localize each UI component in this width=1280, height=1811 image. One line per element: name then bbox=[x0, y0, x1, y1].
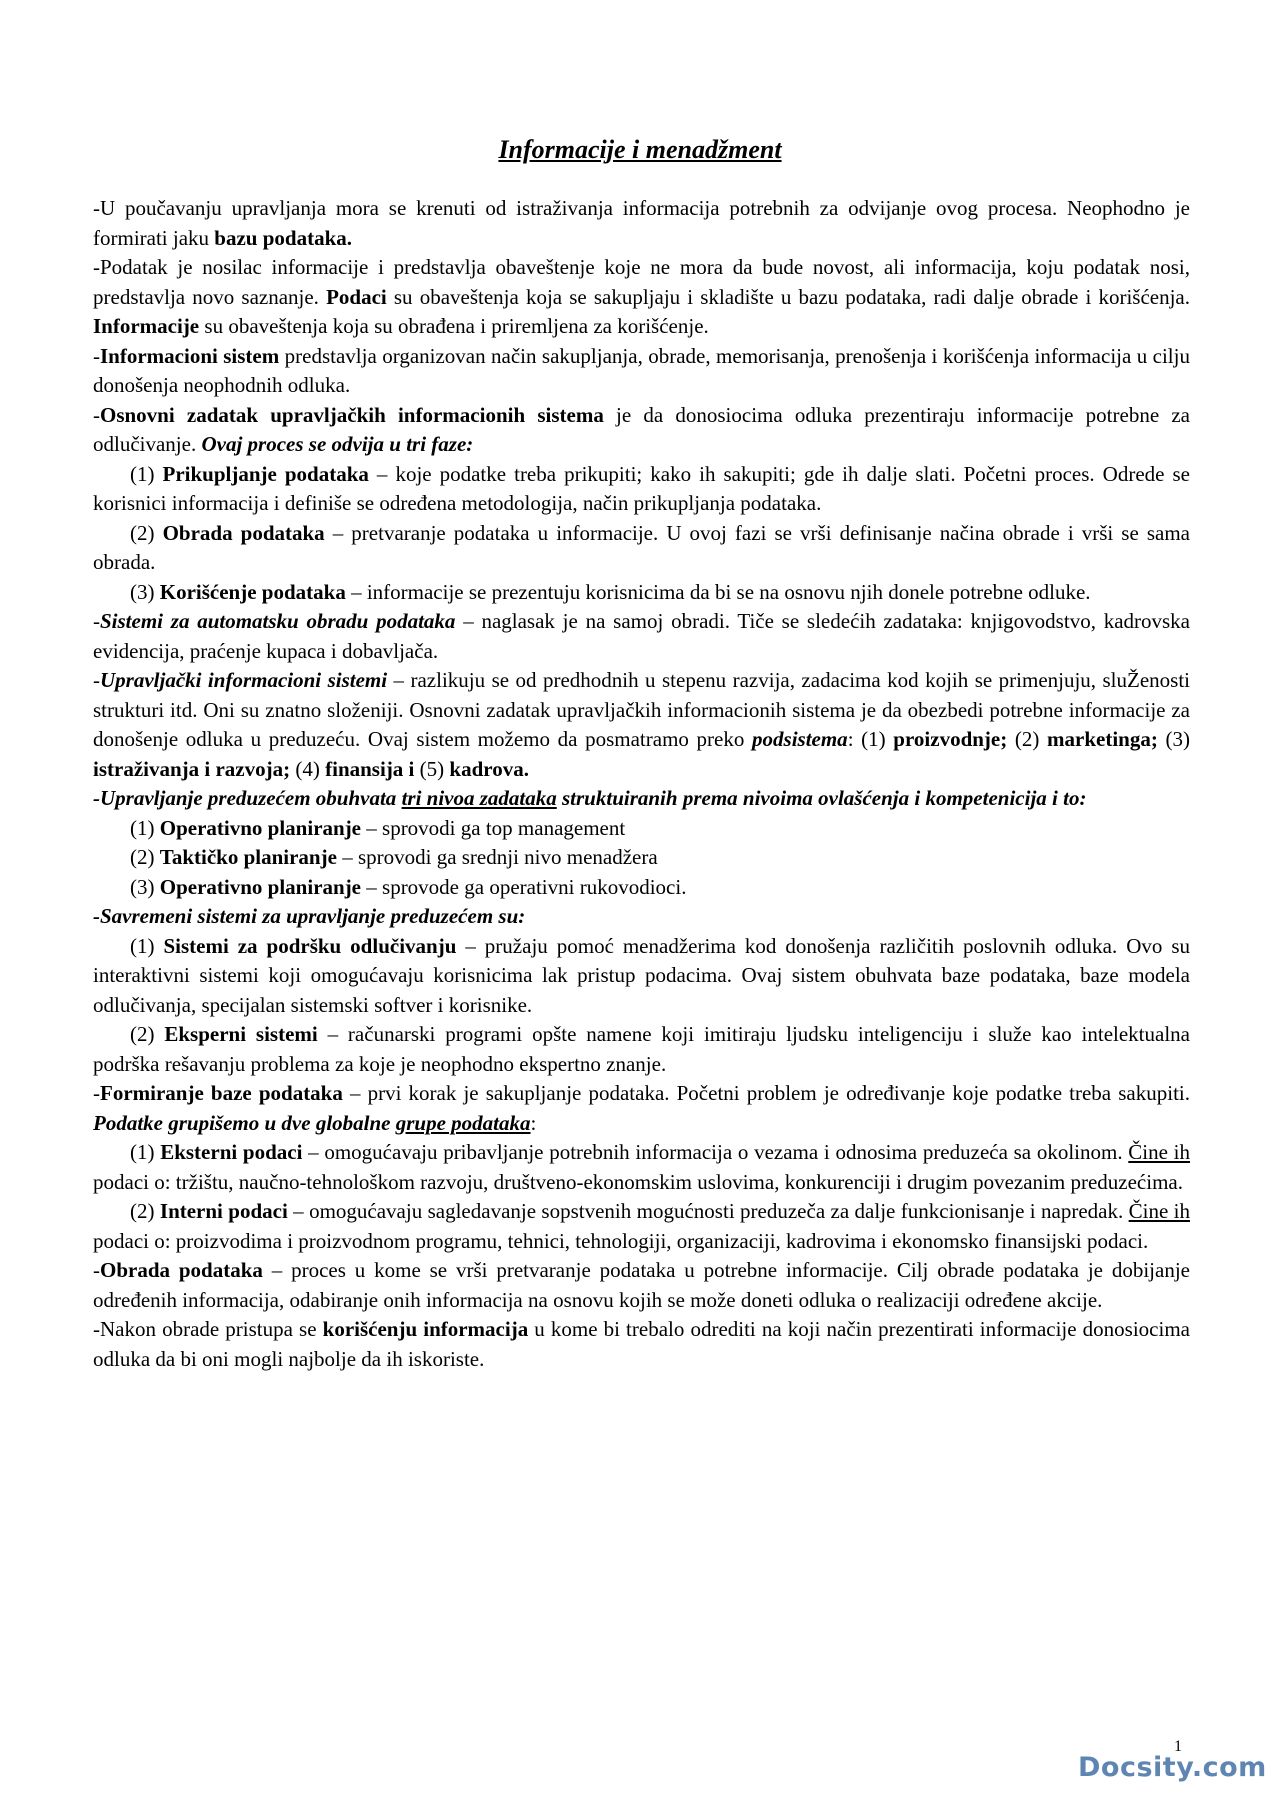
phase-item-1: (1) Prikupljanje podataka – koje podatke treba prikupiti; kako ih sakupiti; gde ih dalje slati. Početni proces. Odrede se korisnici informacija i definiše se određena metodologija, način prikupljanja podataka. bbox=[93, 461, 1190, 515]
phase-item-3: (3) Korišćenje podataka – informacije se prezentuju korisnicima da bi se na osnovu njih donele potrebne odluke. bbox=[130, 579, 1091, 604]
modern-system-item-1: (1) Sistemi za podršku odlučivanju – pružaju pomoć menadžerima kod donošenja različitih poslovnih odluka. Ovo su interaktivni sistemi koji omogućavaju korisnicima lak pristup podacima. Ovaj sistem obuhvata baze podataka, baze modela odlučivanja, specijalan sistemski softver i korisnike. bbox=[93, 933, 1190, 1017]
document-title: Informacije i menadžment bbox=[498, 135, 782, 164]
data-group-item-2: (2) Interni podaci – omogućavaju sagledavanje sopstvenih mogućnosti preduzeča za dalje funkcionisanje i napredak. Čine ih podaci o: proizvodima i proizvodnom programu, tehnici, tehnologiji, organizaciji, kadrovima i ekonomsko finansijski podaci. bbox=[93, 1199, 1190, 1253]
level-item-3: (3) Operativno planiranje – sprovode ga operativni rukovodioci. bbox=[130, 874, 687, 899]
paragraph-intro: -U poučavanju upravljanja mora se krenuti od istraživanja informacija potrebnih za odvijanje ovog procesa. Neophodno je formirati jaku bazu podataka. bbox=[93, 196, 1190, 250]
paragraph-informacioni-sistem: -Informacioni sistem predstavlja organizovan način sakupljanja, obrade, memorisanja, prenošenja i korišćenja informacija u cilju donošenja neophodnih odluka. bbox=[93, 343, 1190, 397]
paragraph-upravljacki-sistemi: -Upravljački informacioni sistemi – razlikuju se od predhodnih u stepenu razvija, zadacima kod kojih se primenjuju, sluŽenosti strukturi itd. Oni su znatno složeniji. Osnovni zadatak upravljačkih informacionih sistema je da obezbedi potrebne informacije za donošenje odluka u preduzeću. Ovaj sistem možemo da posmatramo preko podsistema: (1) proizvodnje; (2) marketinga; (3) istraživanja i razvoja; (4) finansija i (5) kadrova. bbox=[93, 668, 1191, 781]
level-item-1: (1) Operativno planiranje – sprovodi ga top management bbox=[130, 815, 626, 840]
paragraph-obrada-podataka: -Obrada podataka – proces u kome se vrši pretvaranje podataka u potrebne informacije. Cilj obrade podataka je dobijanje određenih informacija, odabiranje onih informacija na osnovu kojih se može doneti odluka o realizaciji određene akcije. bbox=[93, 1258, 1190, 1312]
modern-system-item-2: (2) Eksperni sistemi – računarski programi opšte namene koji imitiraju ljudsku inteligenciju i služe kao intelektualna podrška rešavanju problema za koje je neophodno ekspertno znanje. bbox=[93, 1022, 1190, 1076]
paragraph-koriscenje-informacija: -Nakon obrade pristupa se korišćenju informacija u kome bi trebalo odrediti na koji način prezentirati informacije donosiocima odluka da bi oni mogli najbolje da ih iskoriste. bbox=[93, 1317, 1190, 1371]
paragraph-sistemi-automatska-obrada: -Sistemi za automatsku obradu podataka – naglasak je na samoj obradi. Tiče se sledećih zadataka: knjigovodstvo, kadrovska evidencija, praćenje kupaca i dobavljača. bbox=[93, 609, 1191, 663]
paragraph-upravljanje-preduzecem: -Upravljanje preduzećem obuhvata tri nivoa zadataka struktuiranih prema nivoima ovlašćenja i kompetenicija i to: bbox=[93, 786, 1087, 810]
level-item-2: (2) Taktičko planiranje – sprovodi ga srednji nivo menadžera bbox=[130, 845, 658, 869]
docsity-watermark: Docsity.com bbox=[1078, 1752, 1267, 1783]
phase-item-2: (2) Obrada podataka – pretvaranje podataka u informacije. U ovoj fazi se vrši definisanje načina obrade i vrši se sama obrada. bbox=[93, 520, 1190, 574]
data-group-item-1: (1) Eksterni podaci – omogućavaju pribavljanje potrebnih informacija o vezama i odnosima preduzeća sa okolinom. Čine ih podaci o: tržištu, naučno-tehnološkom razvoju, društveno-ekonomskim uslovima, konkurenciji i drugim povezanim preduzećima. bbox=[93, 1140, 1190, 1194]
document-body bbox=[93, 194, 1190, 1374]
paragraph-podatak: -Podatak je nosilac informacije i predstavlja obaveštenje koje ne mora da bude novost, ali informacija, koju podatak nosi, predstavlja novo saznanje. Podaci su obaveštenja koja se sakupljaju i skladište u bazu podataka, radi dalje obrade i korišćenja. Informacije su obaveštenja koja su obrađena i priremljena za korišćenje. bbox=[93, 255, 1190, 338]
paragraph-formiranje-baze: -Formiranje baze podataka – prvi korak je sakupljanje podataka. Početni problem je određivanje koje podatke treba sakupiti. Podatke grupišemo u dve globalne grupe podataka: bbox=[93, 1081, 1190, 1135]
page-number: 1 bbox=[1174, 1738, 1182, 1755]
paragraph-osnovni-zadatak: -Osnovni zadatak upravljačkih informacionih sistema je da donosiocima odluka prezentiraju informacije potrebne za odlučivanje. Ovaj proces se odvija u tri faze: bbox=[93, 402, 1190, 456]
paragraph-savremeni-sistemi: -Savremeni sistemi za upravljanje preduzećem su: bbox=[93, 904, 526, 928]
